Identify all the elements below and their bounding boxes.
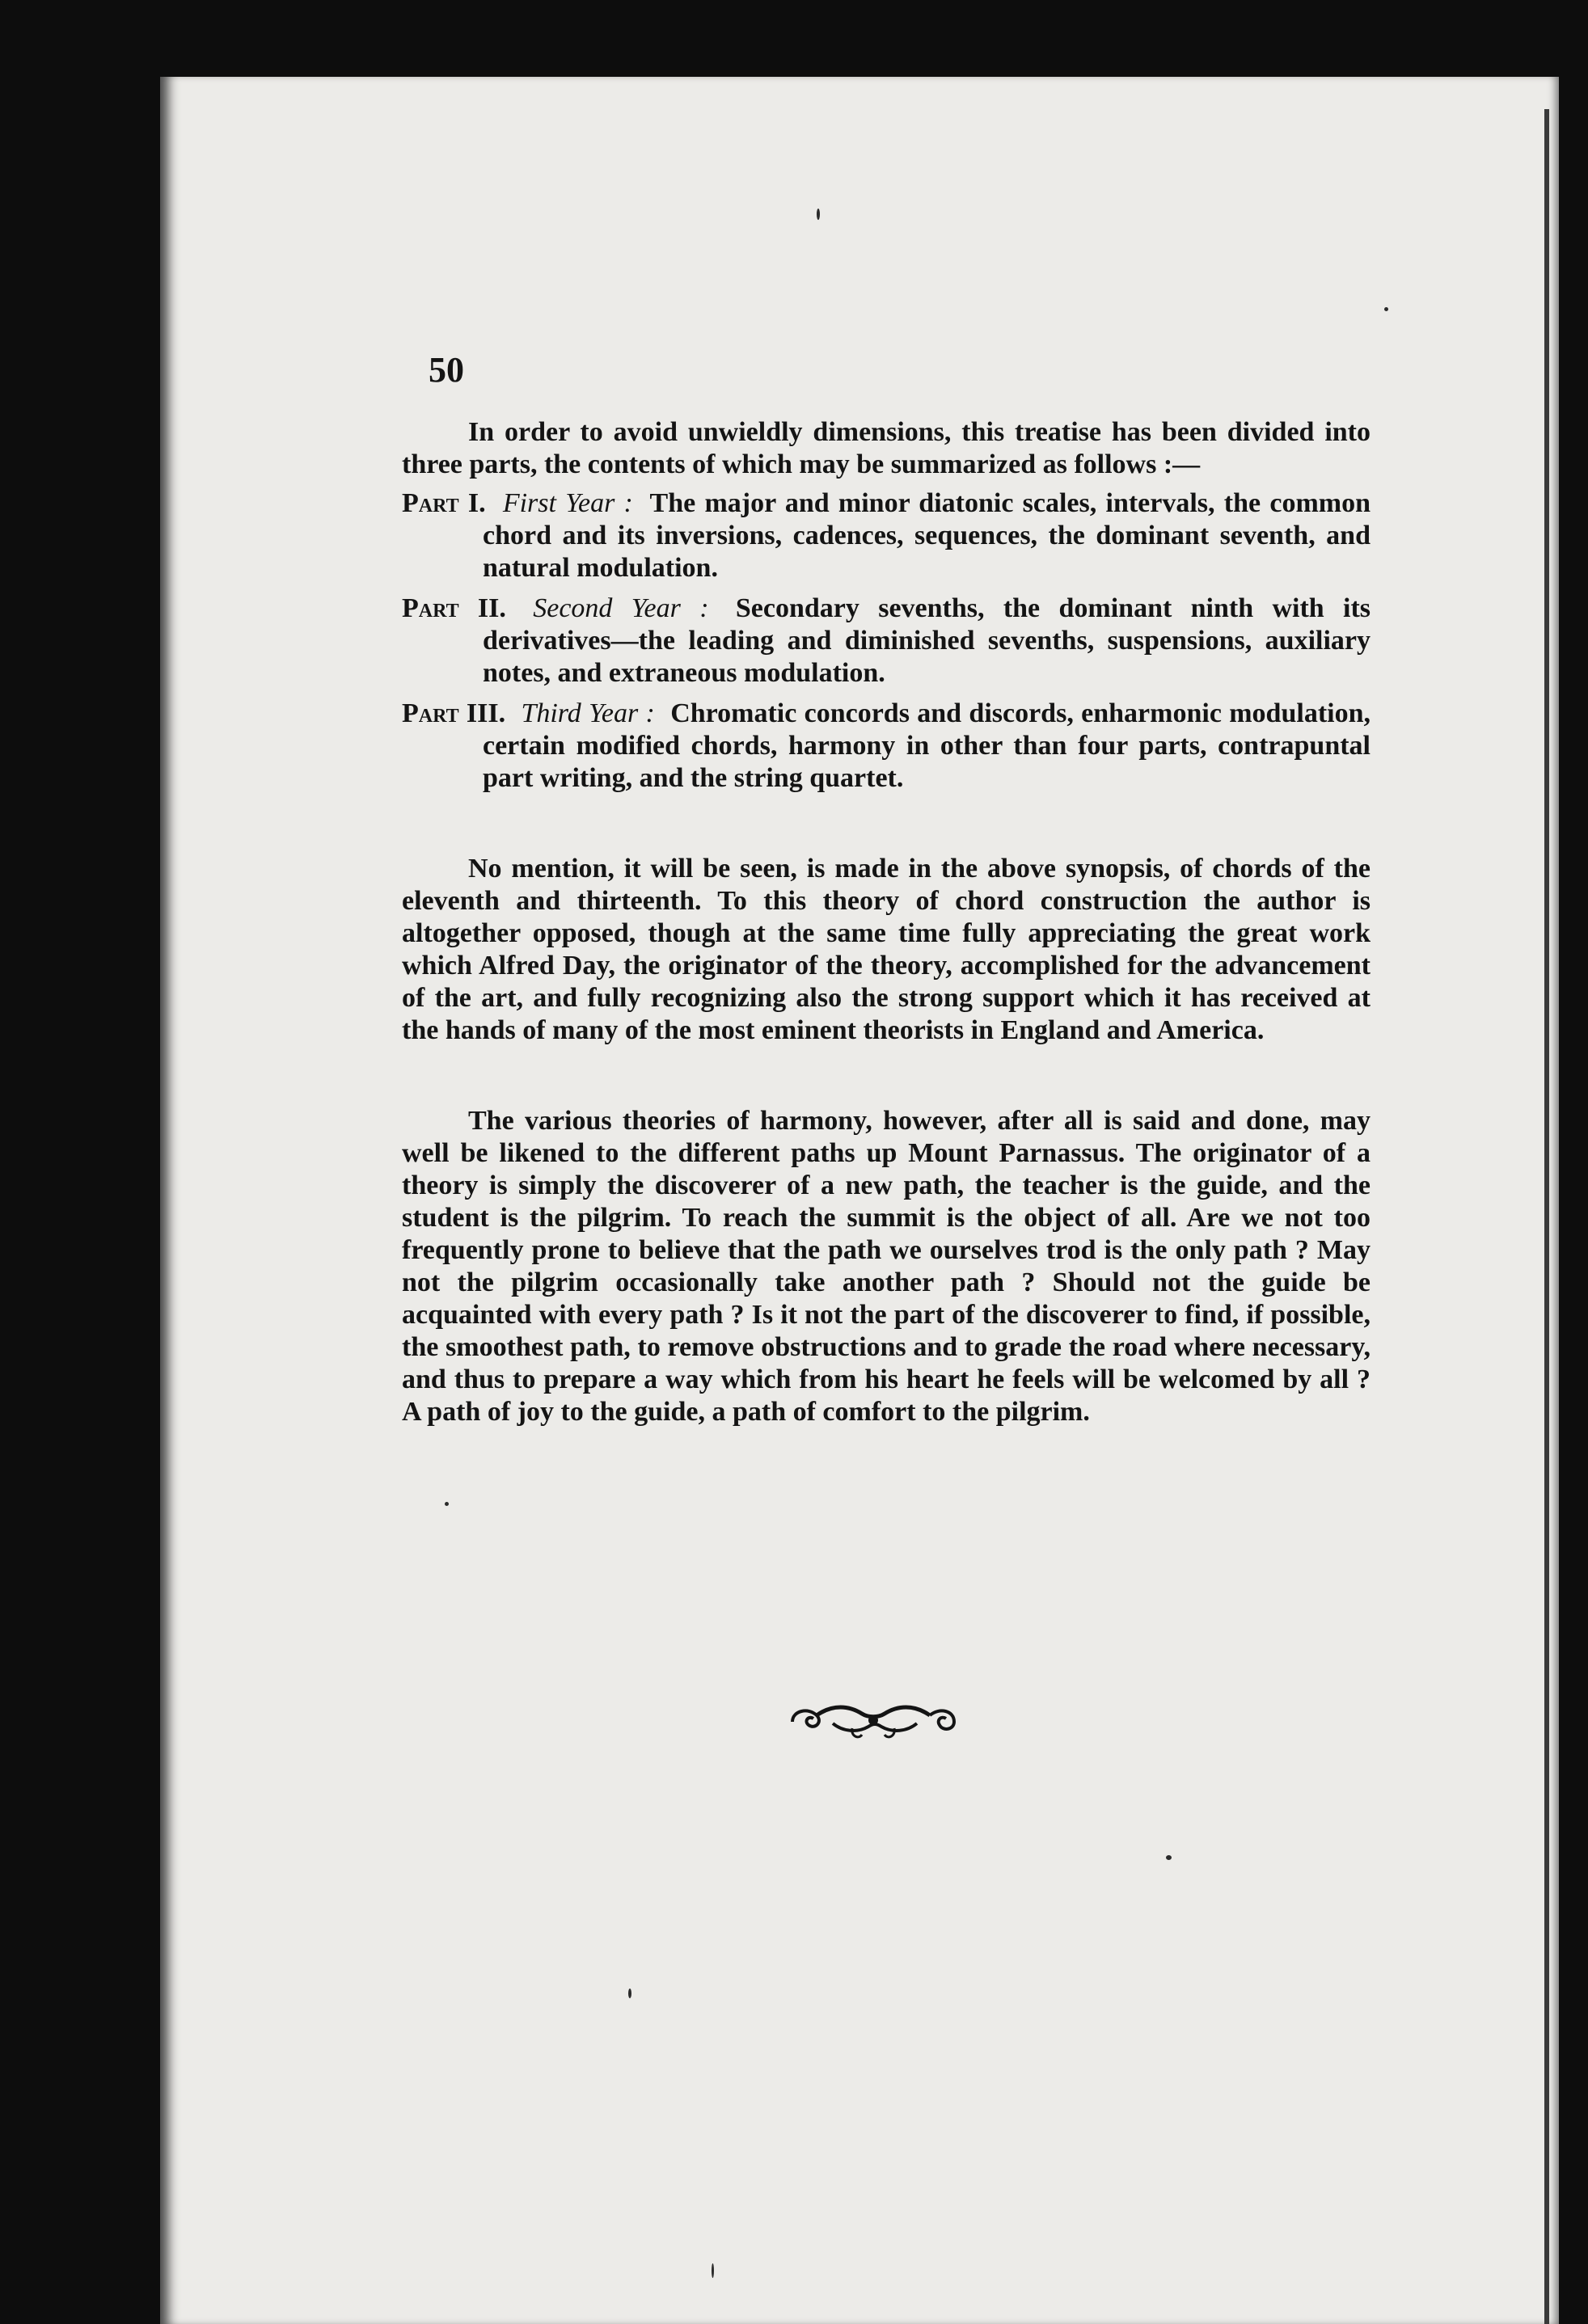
part-one-year: First Year : [502, 488, 633, 518]
part-one [402, 487, 1370, 584]
dust-speck [628, 1989, 631, 1998]
part-three [402, 698, 1370, 795]
intro-paragraph: In order to avoid unwieldly dimensions, this treatise has been divided into three parts, the contents of which may be summarized as follows :— [402, 417, 1370, 479]
page-edge-shadow [1544, 109, 1549, 2324]
page-number: 50 [429, 350, 464, 390]
dust-speck [712, 2263, 714, 2278]
paragraph-parnassus: The various theories of harmony, however, after all is said and done, may well be likened to the different paths up Mount Parnassus. The originator of a theory is simply the discoverer of a new path, the teacher is the guide, and the student is the pilgrim. To reach the summit is the object of all. Are we not too frequently prone to believe that the path we ourselves trod is the only path ? May not the pilgrim occasionally take another path ? Should not the guide be acquainted with every path ? Is it not the part of the discoverer to find, if possible, the smoothest path, to remove obstructions and to grade the road where necessary, and thus to prepare a way which from his heart he feels will be welcomed by all ? A path of joy to the guide, a path of comfort to the pilgrim. [402, 1106, 1370, 1427]
dust-speck [445, 1502, 449, 1506]
part-two-label: Part II. [402, 593, 506, 623]
dust-speck [817, 209, 820, 220]
part-one-text: The major and minor diatonic scales, intervals, the common chord and its inversions, cadences, sequences, the dominant seventh, and natural modulation. [483, 488, 1371, 583]
part-two-text: Secondary sevenths, the dominant ninth with its derivatives—the leading and diminished sevenths, suspensions, auxiliary notes, and extraneous modulation. [483, 593, 1371, 688]
part-two [402, 593, 1370, 690]
dust-speck [1166, 1855, 1172, 1860]
part-two-year: Second Year : [533, 593, 709, 623]
part-three-text: Chromatic concords and discords, enharmonic modulation, certain modified chords, harmony in other than four parts, contrapuntal part writing, and the string quartet. [483, 698, 1371, 793]
body-text [402, 416, 1370, 1428]
part-one-label: Part I. [402, 488, 486, 518]
part-three-label: Part III. [402, 698, 506, 728]
dust-speck [1384, 307, 1388, 311]
scroll-flourish-ornament-icon [784, 1696, 962, 1744]
paragraph-chords: No mention, it will be seen, is made in the above synopsis, of chords of the eleventh and thirteenth. To this theory of chord construction the author is altogether opposed, though at the same time fully appreciating the great work which Alfred Day, the originator of the theory, accomplished for the advancement of the art, and fully recognizing also the strong support which it has received at the hands of many of the most eminent theorists in England and America. [402, 854, 1370, 1045]
part-three-year: Third Year : [521, 698, 655, 728]
